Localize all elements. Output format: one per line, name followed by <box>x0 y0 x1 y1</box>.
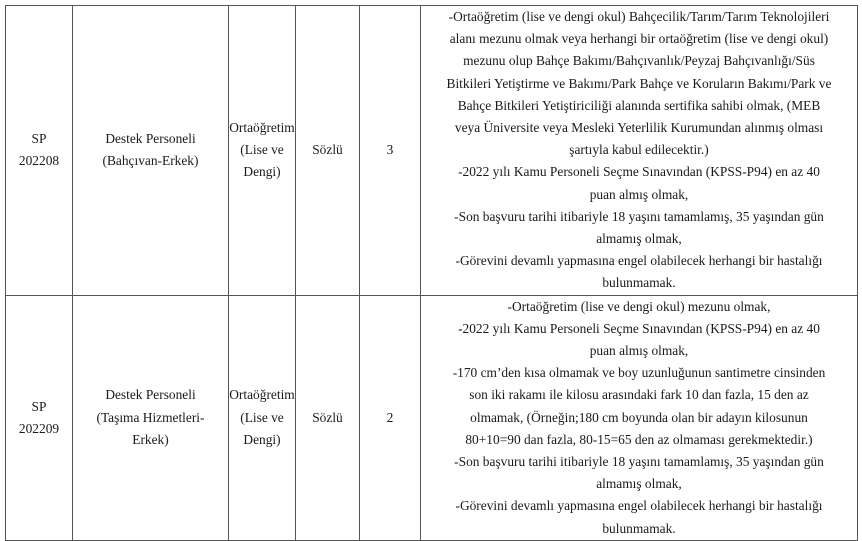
position-code-cell <box>6 295 73 540</box>
requirement-line: bulunmamak. <box>602 275 676 291</box>
requirement-line: alanı mezunu olmak veya herhangi bir ortaöğretim (lise ve dengi okul) <box>449 31 829 47</box>
requirement-line: Bitkileri Yetiştirme ve Bakımı/Park Bahçe ve Koruların Bakımı/Park ve <box>446 75 832 91</box>
position-title: Destek Personeli <box>105 387 196 403</box>
requirement-line: Bahçe Bitkileri Yetiştiriciliği alanında sertifika sahibi olmak, (MEB <box>457 97 821 113</box>
requirement-line: şartıyla kabul edilecektir.) <box>569 142 709 158</box>
exam-type-cell: Sözlü <box>296 295 360 540</box>
requirement-line: -Ortaöğretim (lise ve dengi okul) mezunu olmak, <box>507 298 771 314</box>
requirement-line: -Son başvuru tarihi itibariyle 18 yaşını tamamlamış, 35 yaşından gün <box>454 208 824 224</box>
requirement-line: -Görevini devamlı yapmasına engel olabilecek herhangi bir hastalığı <box>455 498 823 514</box>
education-cell <box>229 295 296 540</box>
requirement-line: -Son başvuru tarihi itibariyle 18 yaşını tamamlamış, 35 yaşından gün <box>454 454 824 470</box>
requirement-line: -2022 yılı Kamu Personeli Seçme Sınavından (KPSS-P94) en az 40 <box>458 320 820 336</box>
position-code-number: 202209 <box>18 420 60 436</box>
requirement-line: puan almış olmak, <box>589 186 689 202</box>
quantity-cell: 2 <box>360 295 421 540</box>
position-code-number: 202208 <box>18 153 60 169</box>
education-level: Ortaöğretim <box>229 387 295 403</box>
education-detail: (Lise ve <box>240 409 284 425</box>
requirement-line: -170 cm’den kısa olmamak ve boy uzunluğunun santimetre cinsinden <box>452 365 826 381</box>
position-code-cell <box>6 6 73 296</box>
position-subtitle: (Bahçıvan-Erkek) <box>102 153 199 169</box>
requirement-line: son iki rakamı ile kilosu arasındaki fark 10 dan fazla, 15 den az <box>469 387 809 403</box>
position-subtitle-2: Erkek) <box>132 431 169 447</box>
table-row <box>6 295 858 540</box>
education-level: Ortaöğretim <box>229 120 295 136</box>
education-cell <box>229 6 296 296</box>
requirement-line: bulunmamak. <box>602 520 676 536</box>
requirement-line: olmamak, (Örneğin;180 cm boyunda olan bir adayın kilosunun <box>470 409 808 425</box>
requirement-line: -2022 yılı Kamu Personeli Seçme Sınavından (KPSS-P94) en az 40 <box>458 164 820 180</box>
requirement-line: mezunu olup Bahçe Bakımı/Bahçıvanlık/Peyzaj Bahçıvanlığı/Süs <box>463 53 815 69</box>
requirement-line: puan almış olmak, <box>589 343 689 359</box>
requirements-cell <box>421 295 858 540</box>
position-title: Destek Personeli <box>105 131 196 147</box>
position-title-cell <box>73 295 229 540</box>
position-subtitle: (Taşıma Hizmetleri- <box>96 409 205 425</box>
requirement-line: -Görevini devamlı yapmasına engel olabilecek herhangi bir hastalığı <box>455 253 823 269</box>
requirement-line: 80+10=90 dan fazla, 80-15=65 den az olmaması gerekmektedir.) <box>465 431 813 447</box>
position-code-prefix: SP <box>31 398 47 414</box>
requirement-line: almamış olmak, <box>596 476 682 492</box>
education-detail-2: Dengi) <box>243 164 281 180</box>
position-title-cell <box>73 6 229 296</box>
exam-type-cell: Sözlü <box>296 6 360 296</box>
education-detail: (Lise ve <box>240 142 284 158</box>
requirement-line: almamış olmak, <box>596 231 682 247</box>
education-detail-2: Dengi) <box>243 431 281 447</box>
table-row <box>6 6 858 296</box>
requirement-line: -Ortaöğretim (lise ve dengi okul) Bahçecilik/Tarım/Tarım Teknolojileri <box>448 9 830 24</box>
requirements-cell <box>421 6 858 296</box>
positions-table <box>5 5 858 541</box>
quantity-cell: 3 <box>360 6 421 296</box>
requirement-line: veya Üniversite veya Mesleki Yeterlilik Kurumundan alınmış olması <box>454 120 824 136</box>
position-code-prefix: SP <box>31 131 47 147</box>
